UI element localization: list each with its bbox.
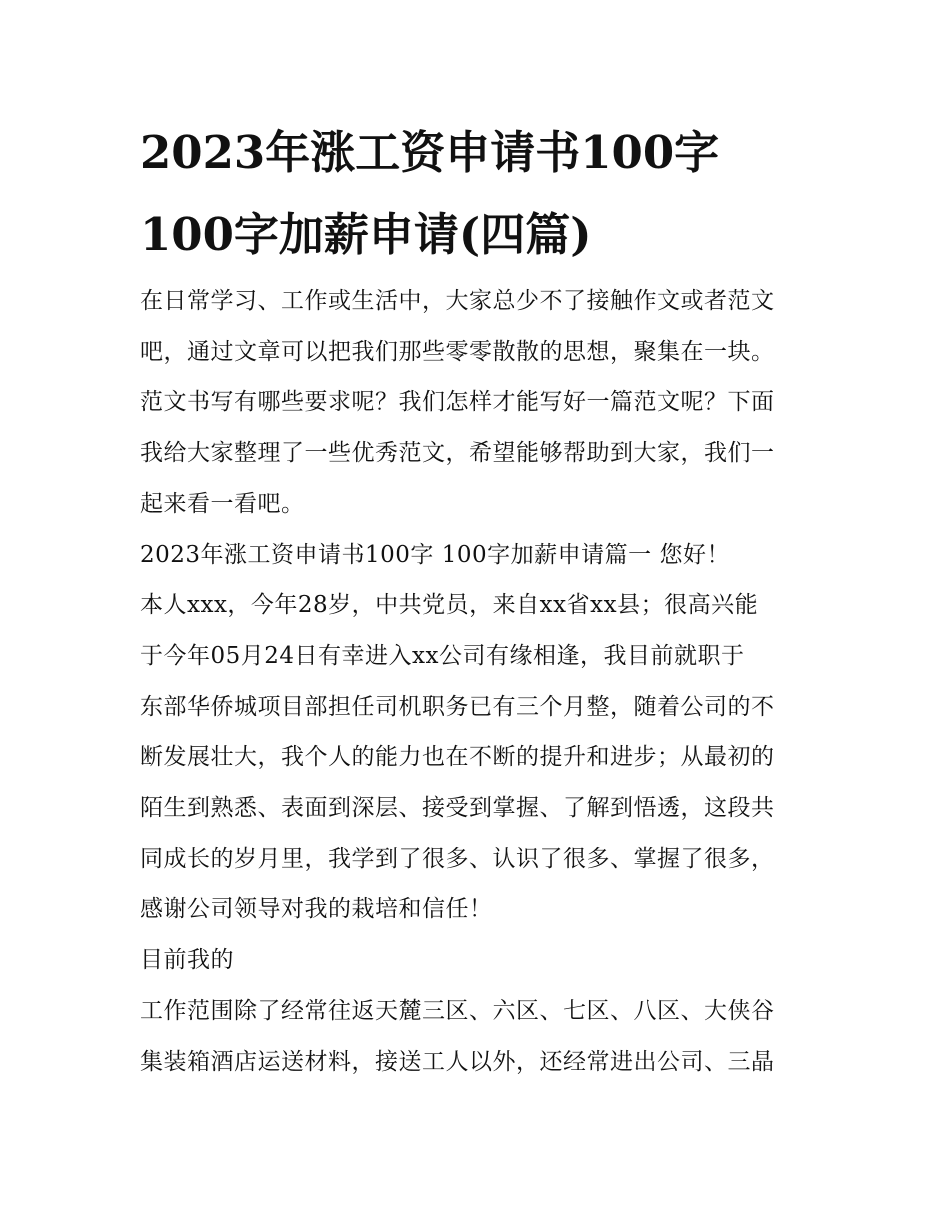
body-line-8: 于今年05月24日有幸进入xx公司有缘相逢，我目前就职于 (140, 642, 745, 669)
body-line-16: 集装箱酒店运送材料，接送工人以外，还经常进出公司、三晶 (140, 1048, 775, 1075)
document-content (140, 112, 820, 1087)
body-line-14: 目前我的 (140, 947, 234, 974)
body-line-2: 吧，通过文章可以把我们那些零零散散的思想，聚集在一块。 (140, 338, 775, 365)
body-line-1: 在日常学习、工作或生活中，大家总少不了接触作文或者范文 (140, 288, 775, 314)
title-line-1: 2023年涨工资申请书100字 (140, 126, 720, 179)
body-line-9: 东部华侨城项目部担任司机职务已有三个月整，随着公司的不 (140, 693, 775, 720)
body-line-12: 同成长的岁月里，我学到了很多、认识了很多、掌握了很多， (140, 845, 775, 872)
body-line-7: 本人xxx，今年28岁，中共党员，来自xx省xx县；很高兴能 (140, 592, 759, 619)
body-line-5: 起来看一看吧。 (140, 490, 305, 517)
body-line-6: 2023年涨工资申请书100字 100字加薪申请篇一 您好！ (140, 541, 730, 568)
document-title (140, 112, 820, 276)
body-line-13: 感谢公司领导对我的栽培和信任！ (140, 896, 493, 923)
body-line-4: 我给大家整理了一些优秀范文，希望能够帮助到大家，我们一 (140, 440, 775, 467)
body-line-3: 范文书写有哪些要求呢？我们怎样才能写好一篇范文呢？下面 (140, 389, 775, 416)
title-line-2: 100字加薪申请(四篇) (140, 208, 592, 261)
body-line-11: 陌生到熟悉、表面到深层、接受到掌握、了解到悟透，这段共 (140, 795, 775, 822)
body-line-10: 断发展壮大，我个人的能力也在不断的提升和进步；从最初的 (140, 744, 775, 771)
document-body (140, 276, 820, 1087)
body-line-15: 工作范围除了经常往返天麓三区、六区、七区、八区、大侠谷 (140, 997, 775, 1024)
